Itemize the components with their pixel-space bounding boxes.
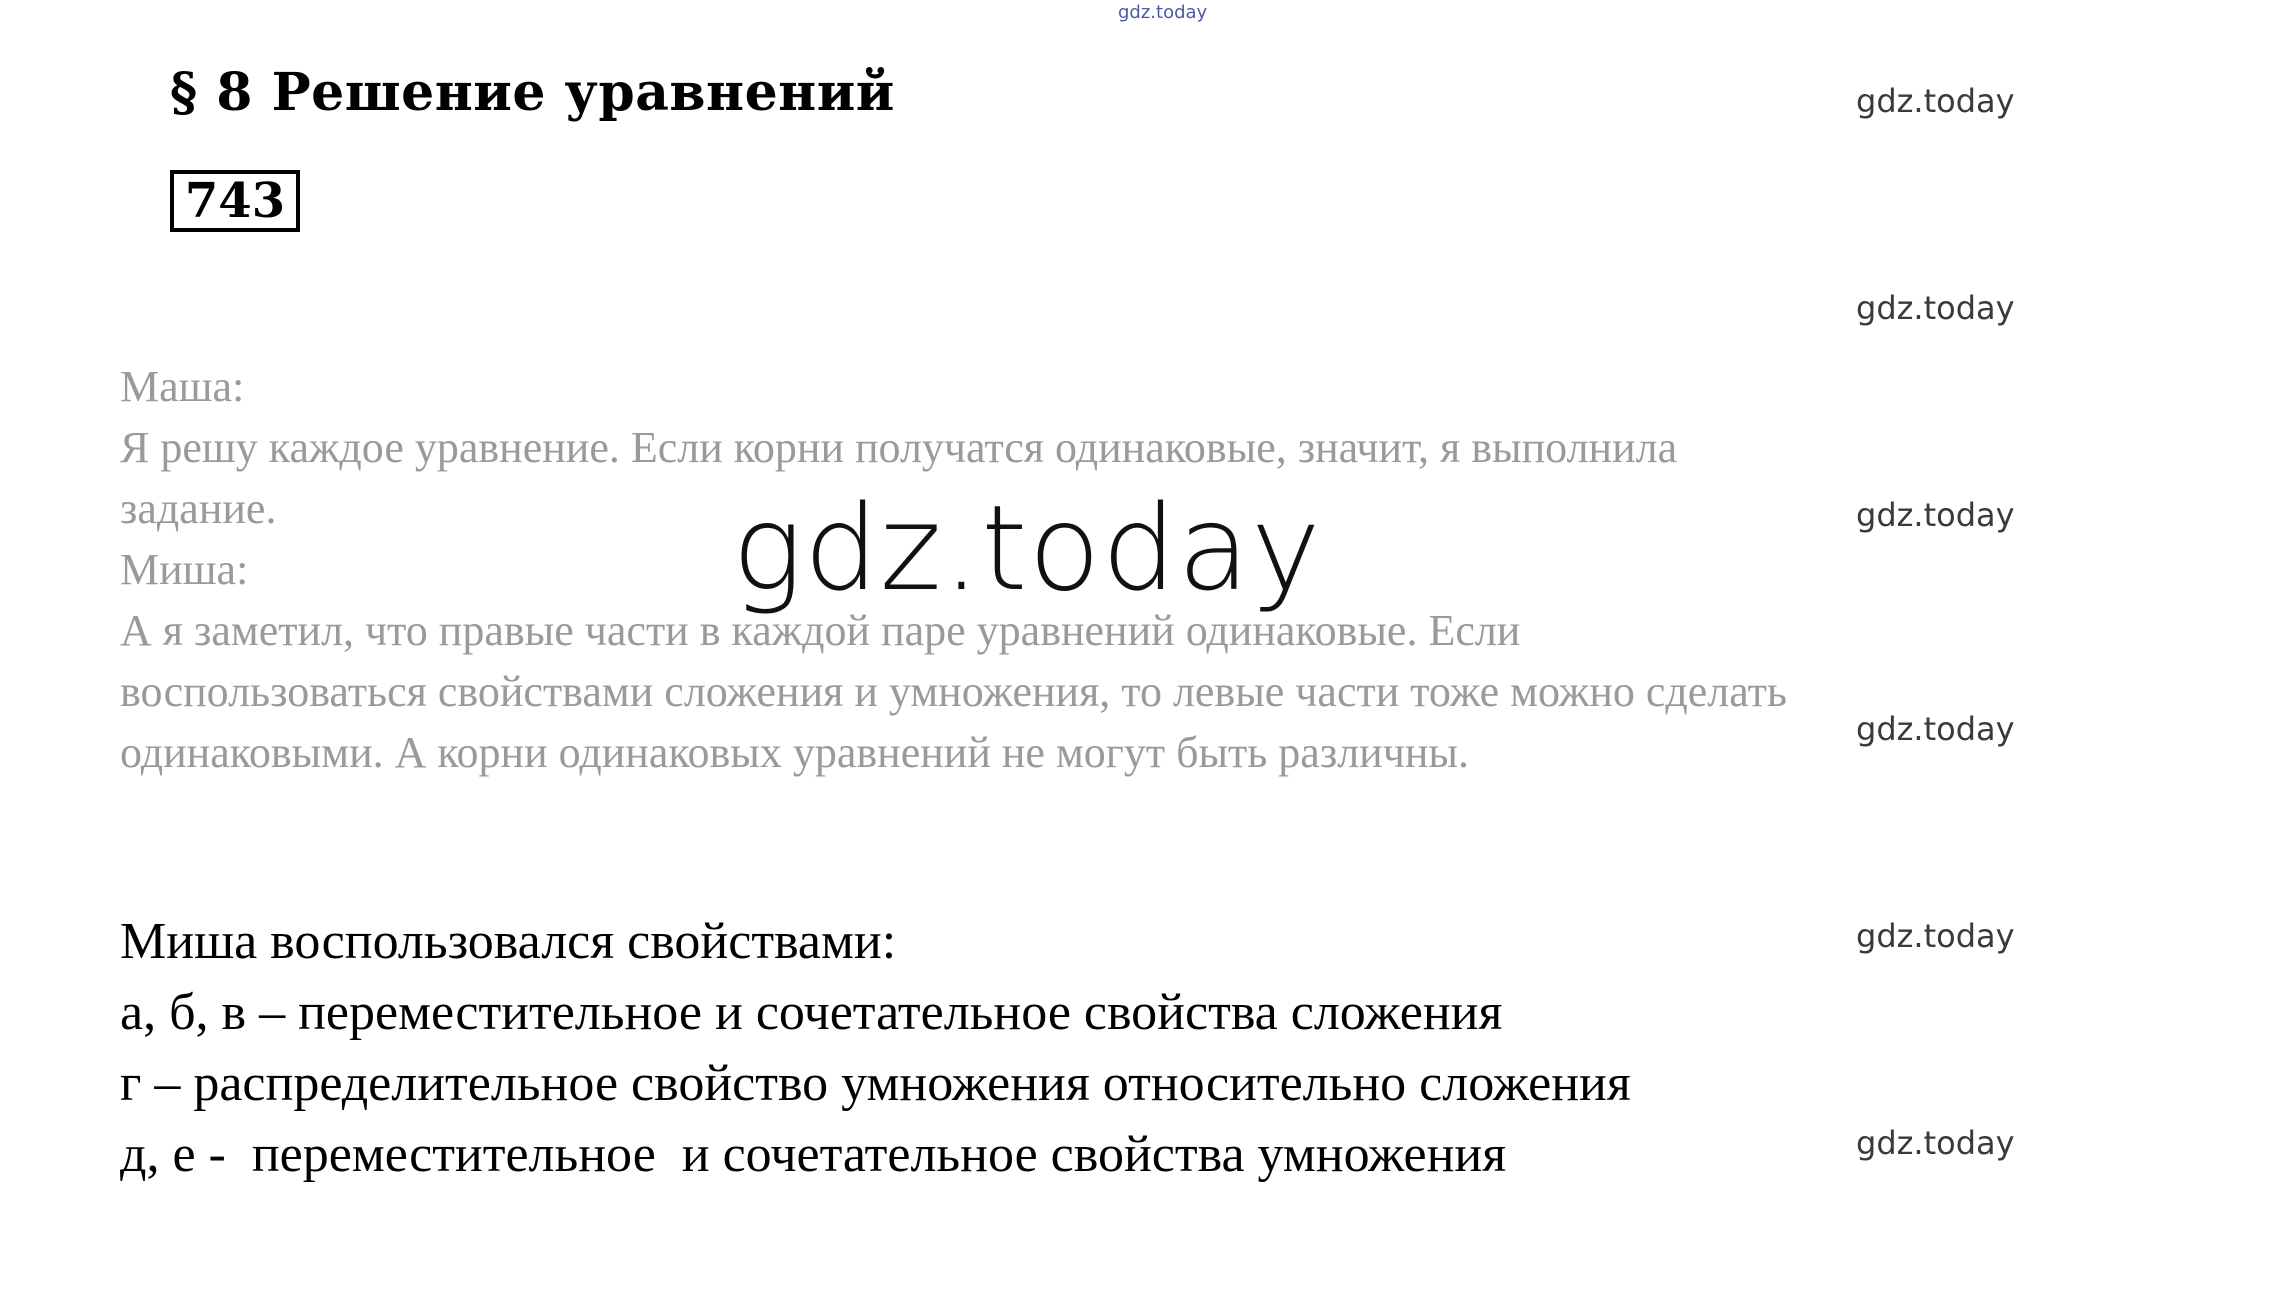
big-watermark: gdz.today	[732, 479, 1322, 617]
top-watermark: gdz.today	[1118, 2, 1208, 23]
answer-block	[120, 906, 1631, 1190]
answer-line-3: д, е - переместительное и сочетательное свойства умножения	[120, 1126, 1507, 1183]
misha-line-1: А я заметил, что правые части в каждой паре уравнений одинаковые. Если	[120, 606, 1521, 655]
watermark-1: gdz.today	[1856, 82, 2015, 120]
misha-line-3: одинаковыми. А корни одинаковых уравнений не могут быть различны.	[120, 728, 1469, 777]
masha-line-2: задание.	[120, 484, 277, 533]
task-number-box: 743	[170, 170, 300, 232]
masha-name: Маша:	[120, 362, 245, 411]
masha-line-1: Я решу каждое уравнение. Если корни получатся одинаковые, значит, я выполнила	[120, 423, 1678, 472]
watermark-4: gdz.today	[1856, 710, 2015, 748]
answer-line-2: г – распределительное свойство умножения относительно сложения	[120, 1055, 1631, 1112]
answer-line-1: а, б, в – переместительное и сочетательное свойства сложения	[120, 984, 1503, 1041]
watermark-2: gdz.today	[1856, 289, 2015, 327]
section-title: § 8 Решение уравнений	[170, 62, 895, 123]
misha-line-2: воспользоваться свойствами сложения и умножения, то левые части тоже можно сделать	[120, 667, 1787, 716]
misha-name: Миша:	[120, 545, 249, 594]
answer-intro: Миша воспользовался свойствами:	[120, 913, 897, 970]
watermark-3: gdz.today	[1856, 496, 2015, 534]
watermark-6: gdz.today	[1856, 1124, 2015, 1162]
watermark-5: gdz.today	[1856, 917, 2015, 955]
